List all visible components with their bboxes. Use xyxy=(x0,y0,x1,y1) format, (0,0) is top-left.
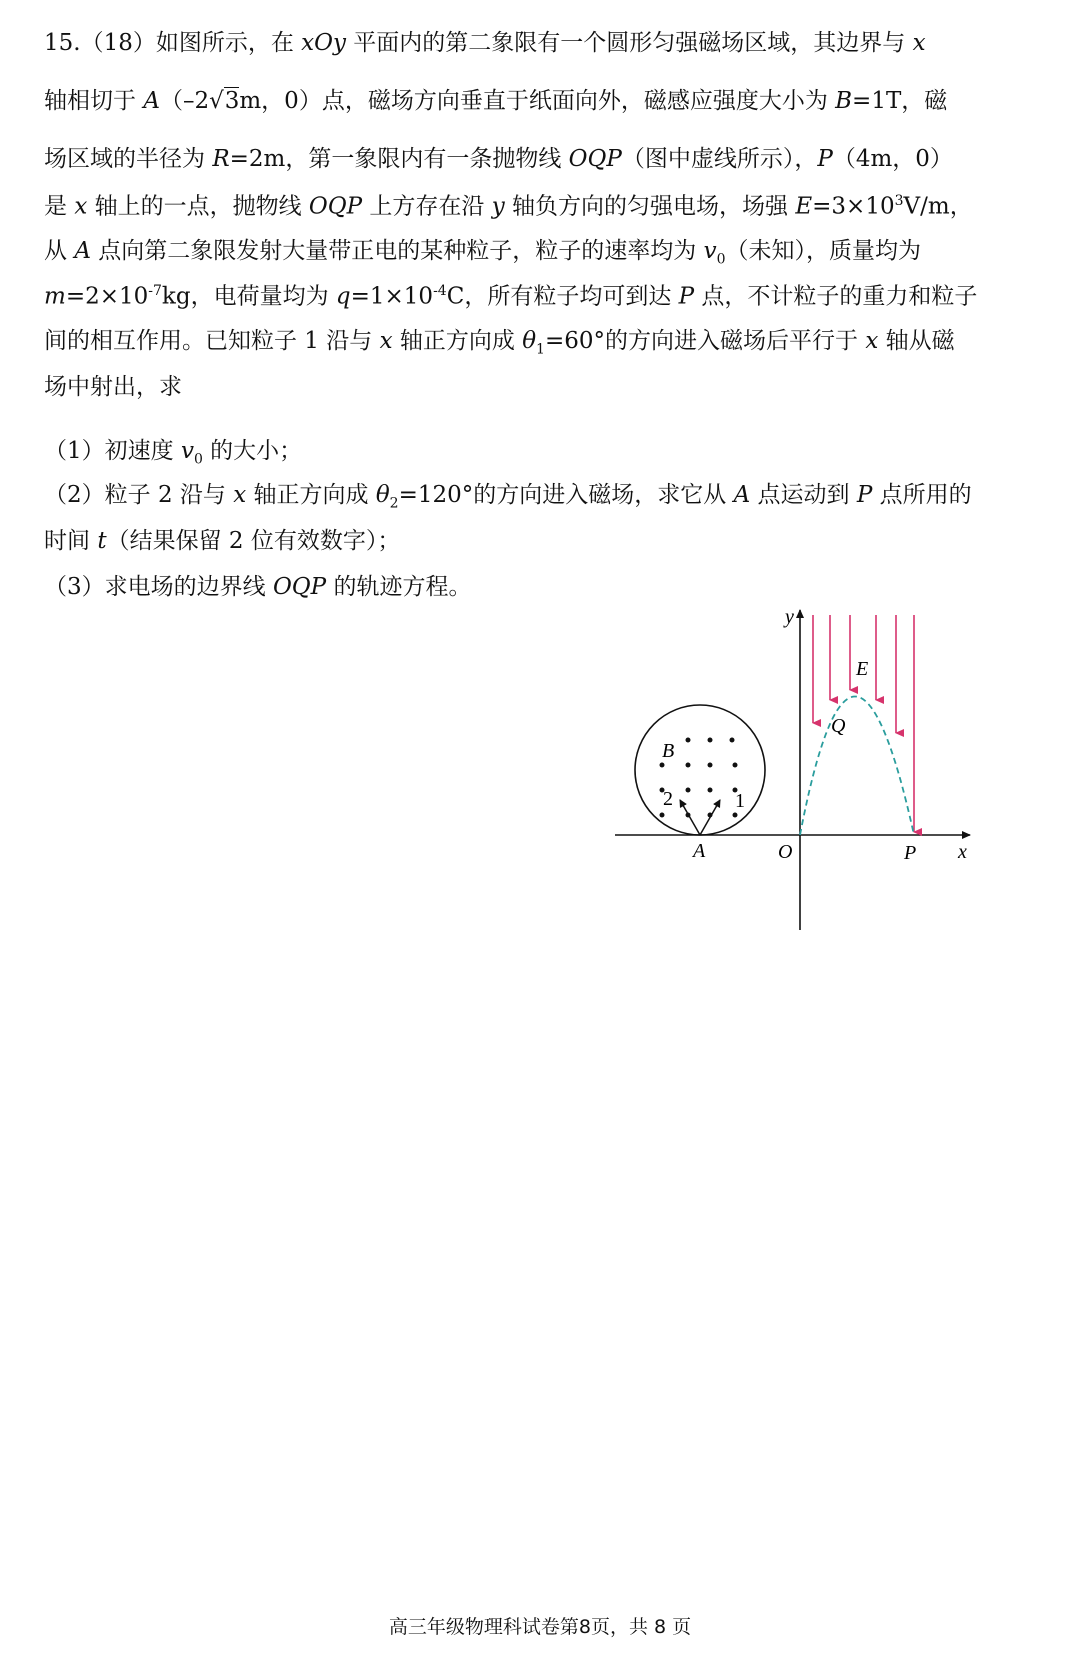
text-italic: P xyxy=(856,482,873,508)
text: =1×10 xyxy=(350,283,434,310)
text-italic: t xyxy=(97,528,107,554)
label-y: y xyxy=(785,606,794,628)
question-1 xyxy=(44,440,302,467)
field-dot xyxy=(733,813,738,818)
text-italic: x xyxy=(912,30,926,56)
text: 15.（18）如图所示，在 xyxy=(44,30,302,56)
text-italic: x xyxy=(74,193,88,220)
text: 是 xyxy=(44,193,75,220)
page-footer: 高三年级物理科试卷第8页，共 8 页 xyxy=(388,1616,692,1638)
text-italic: E xyxy=(795,193,813,220)
text-italic: v xyxy=(180,438,194,464)
sqrt-argument: 3 xyxy=(224,88,240,114)
text: m，0）点，磁场方向垂直于纸面向外，磁感应强度大小为 xyxy=(239,88,836,114)
field-dot xyxy=(660,763,665,768)
text: =60°的方向进入磁场后平行于 xyxy=(544,328,866,354)
text-italic: OQP xyxy=(568,146,622,172)
text: kg，电荷量均为 xyxy=(161,283,336,310)
problem-line-1 xyxy=(44,32,926,55)
text: 轴正方向成 xyxy=(246,482,376,508)
particle-1-direction-arrow xyxy=(700,800,720,835)
text: 点向第二象限发射大量带正电的某种粒子，粒子的速率均为 xyxy=(90,238,704,264)
text-italic: y xyxy=(491,193,505,220)
superscript: -4 xyxy=(433,283,447,299)
problem-line-2 xyxy=(44,90,947,113)
text-italic: x xyxy=(233,482,247,508)
text: 点，不计粒子的重力和粒子 xyxy=(694,283,978,310)
field-dot xyxy=(686,763,691,768)
text: 轴负方向的匀强电场，场强 xyxy=(504,193,796,220)
text: （4m，0） xyxy=(832,146,953,172)
text-italic: A xyxy=(74,238,91,264)
text-italic: x xyxy=(865,328,879,354)
subscript: 1 xyxy=(536,341,545,358)
text: （2）粒子 2 沿与 xyxy=(44,482,234,508)
field-dot xyxy=(730,738,735,743)
magnetic-field-circle xyxy=(635,705,765,835)
text: （图中虚线所示）， xyxy=(621,146,818,172)
label-Q: Q xyxy=(831,715,846,737)
text: （–2 xyxy=(159,88,210,114)
question-2-line-1 xyxy=(44,484,972,511)
text-italic: A xyxy=(733,482,751,508)
problem-line-5 xyxy=(44,240,921,267)
text: 轴上的一点，抛物线 xyxy=(87,193,309,220)
text: V/m， xyxy=(903,193,973,220)
field-dot xyxy=(660,813,665,818)
text: 平面内的第二象限有一个圆形匀强磁场区域，其边界与 xyxy=(345,30,913,56)
electric-field-lines xyxy=(813,615,914,832)
label-origin-O: O xyxy=(778,841,793,863)
label-particle-1: 1 xyxy=(735,790,745,812)
question-2-line-2 xyxy=(44,530,400,553)
text: =1T，磁 xyxy=(852,88,948,114)
label-x: x xyxy=(958,841,967,863)
field-dot xyxy=(708,738,713,743)
text-italic: R xyxy=(212,146,230,172)
label-particle-2: 2 xyxy=(663,788,673,810)
superscript: -7 xyxy=(148,283,162,299)
text: 间的相互作用。已知粒子 1 沿与 xyxy=(44,328,380,354)
text: 轴从磁 xyxy=(878,328,955,354)
text: C，所有粒子均可到达 xyxy=(446,283,679,310)
text-italic: m xyxy=(44,283,66,310)
physics-diagram xyxy=(600,600,1000,930)
text: 点所用的 xyxy=(872,482,972,508)
field-dot xyxy=(733,763,738,768)
sqrt-symbol: √3 xyxy=(209,88,240,114)
text: 场区域的半径为 xyxy=(44,146,213,172)
problem-line-7 xyxy=(44,330,955,357)
field-dot xyxy=(686,788,691,793)
text: （结果保留 2 位有效数字）； xyxy=(106,528,401,554)
text: 上方存在沿 xyxy=(362,193,492,220)
particle-2-direction-arrow xyxy=(680,800,700,835)
text-italic: x xyxy=(379,328,393,354)
text-italic: v xyxy=(703,238,717,264)
text: 轴相切于 xyxy=(44,88,144,114)
text-italic: θ xyxy=(522,328,537,354)
field-dot xyxy=(708,763,713,768)
text: 轴正方向成 xyxy=(392,328,523,354)
text-italic: A xyxy=(143,88,160,114)
problem-line-4 xyxy=(44,194,973,219)
field-dot xyxy=(686,738,691,743)
text-italic: P xyxy=(817,146,833,172)
label-B: B xyxy=(662,740,675,762)
label-E: E xyxy=(856,658,869,680)
text: 场中射出，求 xyxy=(44,374,182,400)
text: =120°的方向进入磁场，求它从 xyxy=(398,482,734,508)
question-3 xyxy=(44,576,471,599)
text: （未知），质量均为 xyxy=(725,238,921,264)
text-italic: OQP xyxy=(308,193,363,220)
parabola-OQP xyxy=(800,697,914,836)
text: 的大小； xyxy=(202,438,303,464)
text-italic: xOy xyxy=(301,30,346,56)
label-A: A xyxy=(693,840,706,862)
subscript: 0 xyxy=(716,251,726,268)
problem-line-8 xyxy=(44,376,182,399)
text-italic: P xyxy=(678,283,695,310)
field-dot xyxy=(708,788,713,793)
text: 的轨迹方程。 xyxy=(326,574,472,600)
text: （3）求电场的边界线 xyxy=(44,574,273,600)
text-italic: θ xyxy=(375,482,390,508)
text-italic: OQP xyxy=(272,574,327,600)
subscript: 2 xyxy=(389,495,399,512)
text-italic: q xyxy=(335,283,351,310)
text: （1）初速度 xyxy=(44,438,181,464)
superscript: 3 xyxy=(894,193,904,209)
label-P: P xyxy=(904,842,917,864)
text: =2m，第一象限内有一条抛物线 xyxy=(229,146,569,172)
text: 点运动到 xyxy=(750,482,857,508)
subscript: 0 xyxy=(193,451,203,468)
text-italic: B xyxy=(835,88,853,114)
text: 从 xyxy=(44,238,75,264)
text: 时间 xyxy=(44,528,98,554)
text: =3×10 xyxy=(812,193,895,220)
problem-line-3 xyxy=(44,148,953,171)
problem-line-6 xyxy=(44,284,977,309)
text: =2×10 xyxy=(65,283,149,310)
